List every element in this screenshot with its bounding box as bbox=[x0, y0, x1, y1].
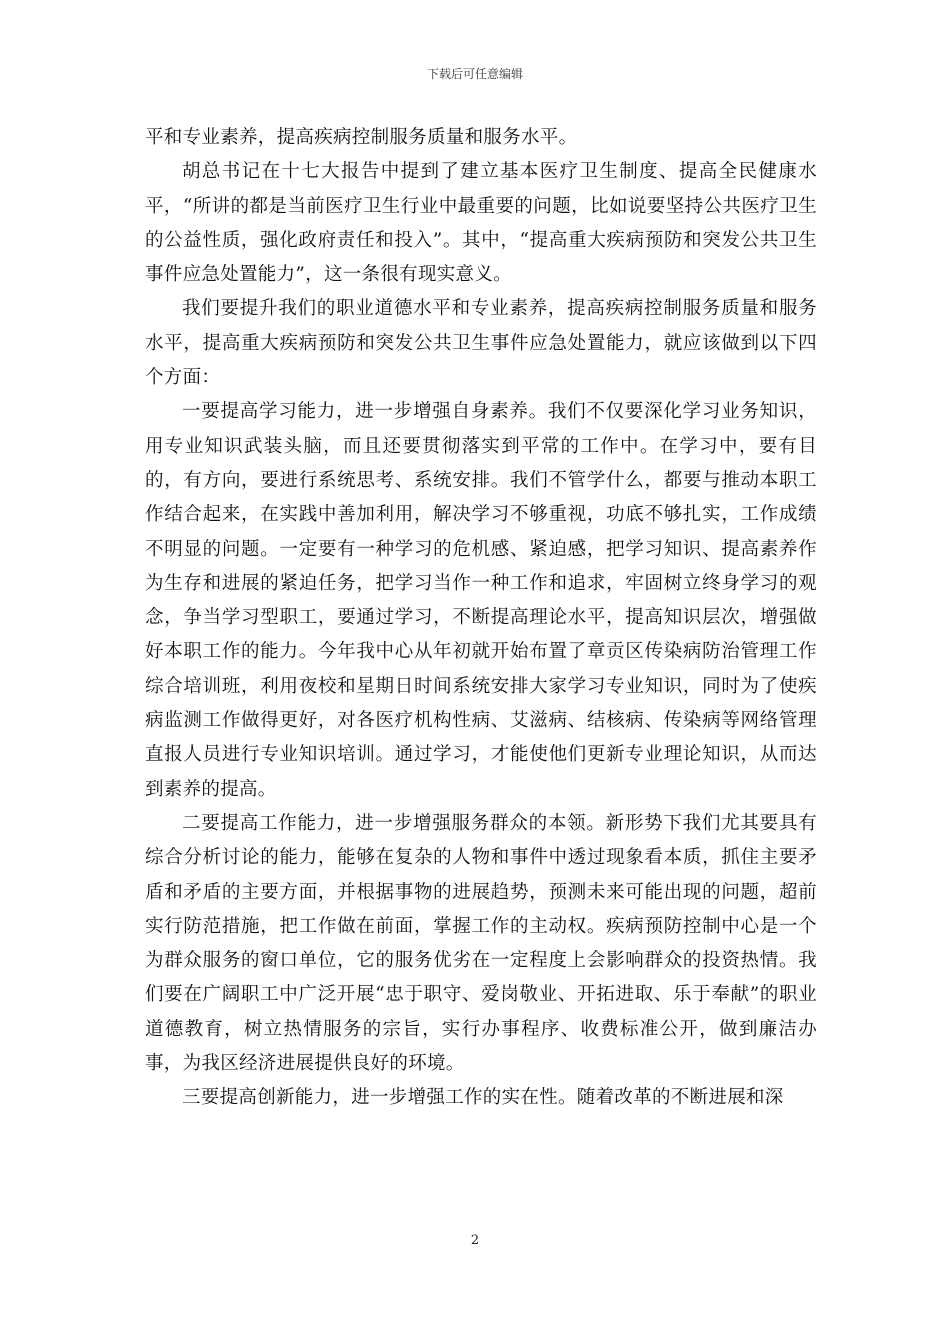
paragraph-learning-ability: 一要提高学习能力，进一步增强自身素养。我们不仅要深化学习业务知识，用专业知识武装头脑，而且还要贯彻落实到平常的工作中。在学习中，要有目的，有方向，要进行系统思考、系统安排。我们不管学什么，都要与推动本职工作结合起来，在实践中善加利用，解决学习不够重视，功底不够扎实，工作成绩不明显的问题。一定要有一种学习的危机感、紧迫感，把学习知识、提高素养作为生存和进展的紧迫任务，把学习当作一种工作和追求，牢固树立终身学习的观念，争当学习型职工，要通过学习，不断提高理论水平，提高知识层次，增强做好本职工作的能力。今年我中心从年初就开始布置了章贡区传染病防治管理工作综合培训班，利用夜校和星期日时间系统安排大家学习专业知识，同时为了使疾病监测工作做得更好，对各医疗机构性病、艾滋病、结核病、传染病等网络管理直报人员进行专业知识培训。通过学习，才能使他们更新专业理论知识，从而达到素养的提高。 bbox=[145, 401, 817, 800]
paragraph-innovation-ability: 三要提高创新能力，进一步增强工作的实在性。随着改革的不断进展和深 bbox=[182, 1087, 784, 1109]
page-number: 2 bbox=[470, 1233, 480, 1248]
paragraph-four-aspects-intro: 我们要提升我们的职业道德水平和专业素养，提高疾病控制服务质量和服务水平，提高重大疾病预防和突发公共卫生事件应急处置能力，就应该做到以下四个方面： bbox=[145, 298, 817, 389]
paragraph-report-quote: 胡总书记在十七大报告中提到了建立基本医疗卫生制度、提高全民健康水平，“所讲的都是当前医疗卫生行业中最重要的问题，比如说要坚持公共医疗卫生的公益性质，强化政府责任和投入”。其中，“提高重大疾病预防和突发公共卫生事件应急处置能力”，这一条很有现实意义。 bbox=[145, 161, 817, 286]
paragraph-continuation: 平和专业素养，提高疾病控制服务质量和服务水平。 bbox=[145, 127, 578, 148]
document-body bbox=[145, 121, 817, 1116]
paragraph-work-ability: 二要提高工作能力，进一步增强服务群众的本领。新形势下我们尤其要具有综合分析讨论的能力，能够在复杂的人物和事件中透过现象看本质，抓住主要矛盾和矛盾的主要方面，并根据事物的进展趋势，预测未来可能出现的问题，超前实行防范措施，把工作做在前面，掌握工作的主动权。疾病预防控制中心是一个为群众服务的窗口单位，它的服务优劣在一定程度上会影响群众的投资热情。我们要在广阔职工中广泛开展“忠于职守、爱岗敬业、开拓进取、乐于奉献”的职业道德教育，树立热情服务的宗旨，实行办事程序、收费标准公开，做到廉洁办事，为我区经济进展提供良好的环境。 bbox=[145, 812, 817, 1075]
page-header: 下载后可任意编辑 bbox=[426, 67, 523, 81]
